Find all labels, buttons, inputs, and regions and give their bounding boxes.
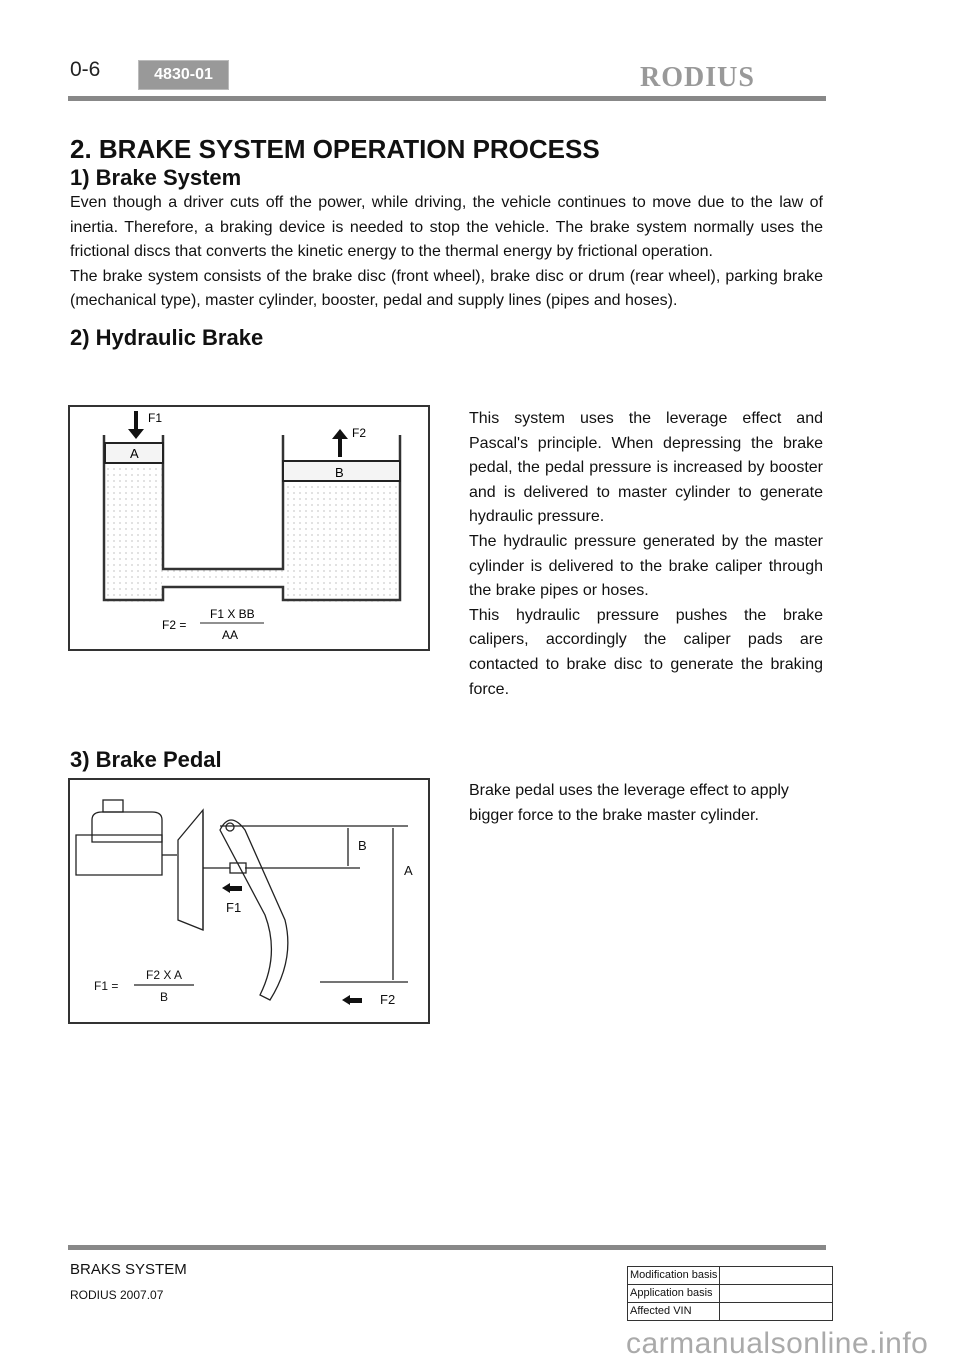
brake-pedal-diagram — [68, 778, 430, 1024]
force-f1-label: F1 — [226, 900, 242, 915]
row-label: Application basis — [628, 1285, 720, 1303]
dimension-b-label: B — [358, 838, 367, 853]
table-row — [628, 1303, 833, 1321]
section1-heading: 1) Brake System — [70, 165, 242, 190]
section1-body — [70, 191, 823, 314]
formula-denominator: AA — [222, 628, 239, 642]
formula-lhs: F2 = — [162, 618, 187, 632]
footer-divider — [68, 1245, 826, 1250]
intro-flow — [70, 134, 823, 351]
row-value — [720, 1303, 833, 1321]
formula-lhs: F1 = — [94, 979, 119, 993]
row-value — [720, 1267, 833, 1285]
row-label: Affected VIN — [628, 1303, 720, 1321]
paragraph: This system uses the leverage effect and Pascal's principle. When depressing the brake pedal, the pedal pressure is increased by booster and is delivered to master cylinder to generate hydraulic pressure. — [469, 410, 823, 526]
formula-numerator: F2 X A — [146, 968, 183, 982]
paragraph: The brake system consists of the brake disc (front wheel), brake disc or drum (rear wheel), parking brake (mechanical type), master cylinder, booster, pedal and supply lines (pipes and hoses). — [70, 267, 823, 310]
dimension-a-label: A — [404, 863, 413, 878]
force-f2-label: F2 — [380, 992, 396, 1007]
section2-heading: 2) Hydraulic Brake — [70, 324, 264, 350]
table-row — [628, 1267, 833, 1285]
force-f2-label: F2 — [352, 426, 367, 440]
force-f1-label: F1 — [148, 411, 163, 425]
formula-denominator: B — [160, 990, 169, 1004]
row-label: Modification basis — [628, 1267, 720, 1285]
revision-table — [627, 1266, 833, 1321]
brand-logo: RODIUS — [640, 62, 755, 93]
footer-model: RODIUS 2007.07 — [70, 1288, 164, 1302]
section2-body — [469, 407, 823, 702]
section3-body — [469, 779, 789, 828]
watermark: carmanualsonline.info — [626, 1327, 929, 1358]
table-row — [628, 1285, 833, 1303]
paragraph: Brake pedal uses the leverage effect to apply bigger force to the brake master cylinder. — [469, 782, 789, 824]
section-code-badge: 4830-01 — [138, 60, 229, 90]
section3-heading: 3) Brake Pedal — [70, 747, 222, 772]
hydraulic-diagram — [68, 405, 430, 651]
formula-numerator: F1 X BB — [210, 607, 255, 621]
piston-a-label: A — [130, 446, 139, 461]
piston-b-label: B — [335, 465, 344, 480]
page-number: 0-6 — [70, 58, 101, 81]
paragraph: The hydraulic pressure generated by the master cylinder is delivered to the brake caliper through the brake pipes or hoses. — [469, 532, 823, 600]
footer-section-name: BRAKS SYSTEM — [70, 1261, 187, 1278]
paragraph: Even though a driver cuts off the power, while driving, the vehicle continues to move due to the law of inertia. Therefore, a braking device is needed to stop the vehicle. The brake system normally uses the frictional discs that converts the kinetic energy to the thermal energy by frictional operation. — [70, 194, 823, 261]
header-divider — [68, 96, 826, 101]
row-value — [720, 1285, 833, 1303]
page-title: 2. BRAKE SYSTEM OPERATION PROCESS — [70, 134, 600, 164]
paragraph: This hydraulic pressure pushes the brake calipers, accordingly the caliper pads are contacted to brake disc to generate the braking force. — [469, 606, 823, 698]
